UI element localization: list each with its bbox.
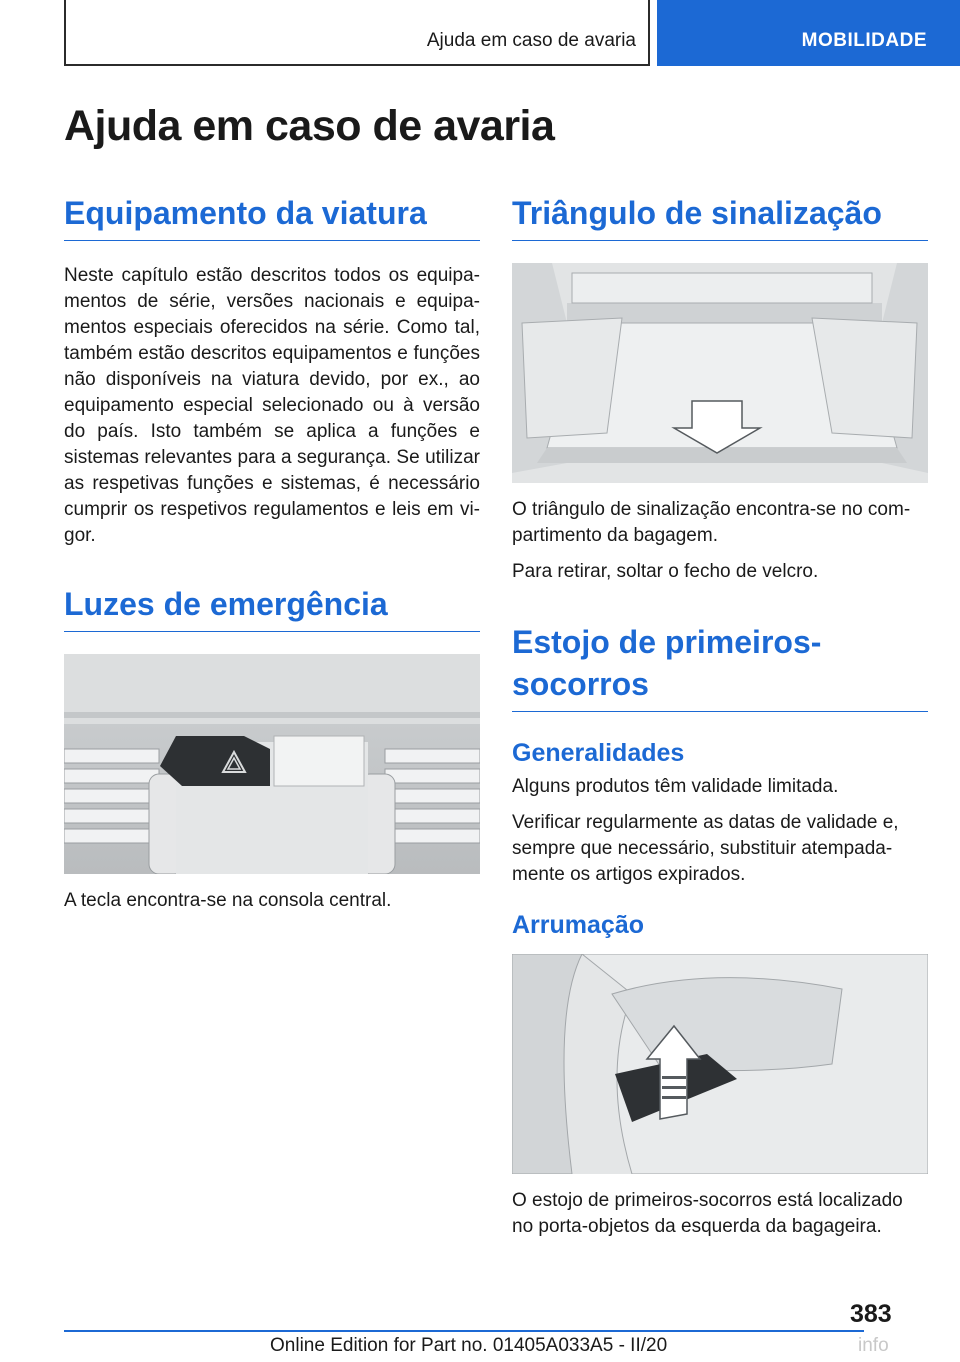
footer-edition: Online Edition for Part no. 01405A033A5 - II/20 — [270, 1335, 668, 1356]
footer-divider — [64, 1330, 864, 1332]
footer-site-watermark: info — [858, 1335, 889, 1356]
page-number: 383 — [850, 1300, 892, 1328]
triangle-paragraph-location: O triângulo de sinalização encontra-se no compartimento da bagagem. — [512, 499, 911, 546]
first-aid-storage-image — [512, 954, 928, 1174]
header-section-title: Ajuda em caso de avaria — [426, 30, 636, 51]
equipment-paragraph: Neste capítulo estão descritos todos os equipamentos de série, versões nacionais e equipamentos especiais oferecidos na série. Como tal, também estão descritos equipamentos e funções não disponíveis na viatura devido, por ex., ao equipamento especial selecionado ou à versão do país. Isto também se aplica a funções e sistemas relevantes para a segurança. Se utilizar as respetivas funções e sistemas, é necessário cumprir os respetivos regulamentos e leis em vigor. — [64, 265, 480, 546]
trunk-illustration — [512, 263, 928, 483]
first-aid-title-line1: Estojo de primeiros- — [512, 624, 822, 660]
right-column — [512, 192, 928, 1240]
general-paragraph-2: Verificar regularmente as datas de validade e, sempre que necessário, substituir atempadamente os artigos expirados. — [512, 812, 899, 885]
section-title-equipment: Equipamento da viatura — [64, 192, 480, 241]
section-title-warning-triangle: Triângulo de sinalização — [512, 192, 928, 241]
subsection-title-general: Generalidades — [512, 739, 685, 767]
trunk-side-compartment-illustration — [512, 954, 928, 1174]
section-title-hazard-lights: Luzes de emergência — [64, 583, 480, 632]
section-title-first-aid — [512, 621, 928, 712]
header-tab-label: MOBILIDADE — [801, 30, 927, 51]
hazard-button-image — [64, 654, 480, 874]
hazard-console-illustration — [64, 654, 480, 874]
storage-caption: O estojo de primeiros-socorros está localizado no porta-objetos da esquerda da bagageira. — [512, 1190, 903, 1237]
first-aid-title-line2: socorros — [512, 666, 649, 702]
subsection-title-storage: Arrumação — [512, 911, 644, 939]
header-tab[interactable] — [657, 0, 960, 66]
left-column — [64, 192, 480, 914]
trunk-triangle-image — [512, 263, 928, 483]
hazard-caption: A tecla encontra-se na consola central. — [64, 890, 392, 911]
triangle-paragraph-remove: Para retirar, soltar o fecho de velcro. — [512, 561, 819, 582]
page-title: Ajuda em caso de avaria — [64, 102, 555, 150]
general-paragraph-1: Alguns produtos têm validade limitada. — [512, 776, 839, 797]
